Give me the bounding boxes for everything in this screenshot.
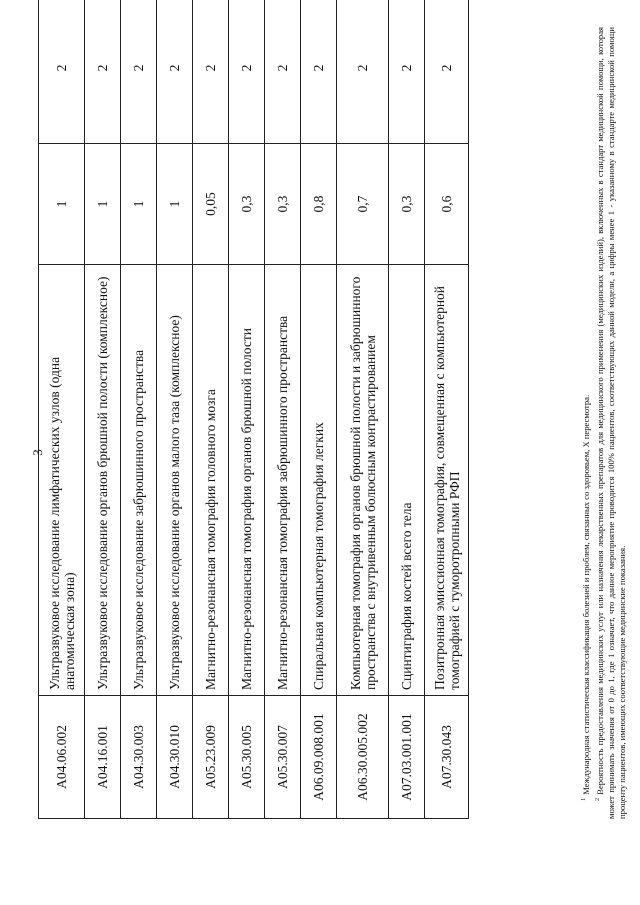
services-table (38, 27, 469, 819)
cell-code: A04.16.001 (85, 696, 121, 819)
cell-code: A05.30.007 (265, 696, 301, 819)
cell-frequency: 1 (157, 144, 193, 265)
cell-multiplicity: 2 (337, 0, 389, 144)
cell-multiplicity: 2 (301, 0, 337, 144)
table-row (425, 0, 469, 819)
cell-frequency: 1 (121, 144, 157, 265)
cell-name: Ультразвуковое исследование забрюшинного пространства (121, 265, 157, 696)
cell-code: A04.06.002 (39, 696, 85, 819)
footnote-1-marker: 1 (580, 797, 587, 801)
cell-name: Позитронная эмиссионная томография, совмещенная с компьютерной томографией с туморотропными РФП (425, 265, 469, 696)
cell-frequency: 0,7 (337, 144, 389, 265)
cell-name: Магнитно-резонансная томография головного мозга (193, 265, 229, 696)
table-row (389, 0, 425, 819)
cell-frequency: 0,3 (229, 144, 265, 265)
cell-name: Сцинтиграфия костей всего тела (389, 265, 425, 696)
cell-name: Ультразвуковое исследование лимфатических узлов (одна анатомическая зона) (39, 265, 85, 696)
table-row (265, 0, 301, 819)
page-number: 3 (30, 449, 45, 456)
cell-code: A07.30.043 (425, 696, 469, 819)
cell-name: Спиральная компьютерная томография легких (301, 265, 337, 696)
cell-code: A04.30.010 (157, 696, 193, 819)
cell-name: Магнитно-резонансная томография забрюшинного пространства (265, 265, 301, 696)
table-row (157, 0, 193, 819)
cell-name: Компьютерная томография органов брюшной полости и забрюшинного пространства с внутривенным болюсным контрастированием (337, 265, 389, 696)
table-row (301, 0, 337, 819)
table-row (193, 0, 229, 819)
cell-multiplicity: 2 (389, 0, 425, 144)
cell-multiplicity: 2 (121, 0, 157, 144)
cell-frequency: 1 (39, 144, 85, 265)
cell-multiplicity: 2 (157, 0, 193, 144)
cell-frequency: 1 (85, 144, 121, 265)
cell-frequency: 0,8 (301, 144, 337, 265)
footnote-2-text: Вероятность предоставления медицинских услуг или назначения лекарственных препаратов для медицинского применения (медицинских изделий), включенных в стандарт медицинской помощи, которая может принимать значения от 0 до 1, где 1 означает, что данное мероприятие проводится 100% пациентов, соответствующих данной модели, а цифры менее 1 - указанному в стандарте медицинской помощи проценту пациентов, имеющих соответствующие медицинские показания. (594, 27, 627, 819)
cell-frequency: 0,3 (389, 144, 425, 265)
cell-code: A06.30.005.002 (337, 696, 389, 819)
footnote-2-marker: 2 (593, 797, 601, 801)
cell-code: A06.09.008.001 (301, 696, 337, 819)
cell-frequency: 0,05 (193, 144, 229, 265)
footnotes (578, 27, 628, 819)
cell-frequency: 0,3 (265, 144, 301, 265)
cell-code: A04.30.003 (121, 696, 157, 819)
cell-name: Ультразвуковое исследование органов брюшной полости (комплексное) (85, 265, 121, 696)
cell-multiplicity: 2 (85, 0, 121, 144)
cell-name: Ультразвуковое исследование органов малого таза (комплексное) (157, 265, 193, 696)
cell-frequency: 0,6 (425, 144, 469, 265)
table-row (229, 0, 265, 819)
cell-multiplicity: 2 (193, 0, 229, 144)
cell-multiplicity: 2 (265, 0, 301, 144)
cell-multiplicity: 2 (229, 0, 265, 144)
footnote-1 (578, 27, 592, 819)
cell-multiplicity: 2 (425, 0, 469, 144)
footnote-1-text: Международная статистическая классификация болезней и проблем, связанных со здоровьем, X пересмотра. (580, 394, 591, 795)
cell-code: A05.23.009 (193, 696, 229, 819)
cell-multiplicity: 2 (39, 0, 85, 144)
table-row (39, 0, 85, 819)
cell-code: A07.03.001.001 (389, 696, 425, 819)
table-row (85, 0, 121, 819)
table-row (121, 0, 157, 819)
table-row (337, 0, 389, 819)
cell-name: Магнитно-резонансная томография органов брюшной полости (229, 265, 265, 696)
footnote-2 (592, 27, 628, 819)
cell-code: A05.30.005 (229, 696, 265, 819)
